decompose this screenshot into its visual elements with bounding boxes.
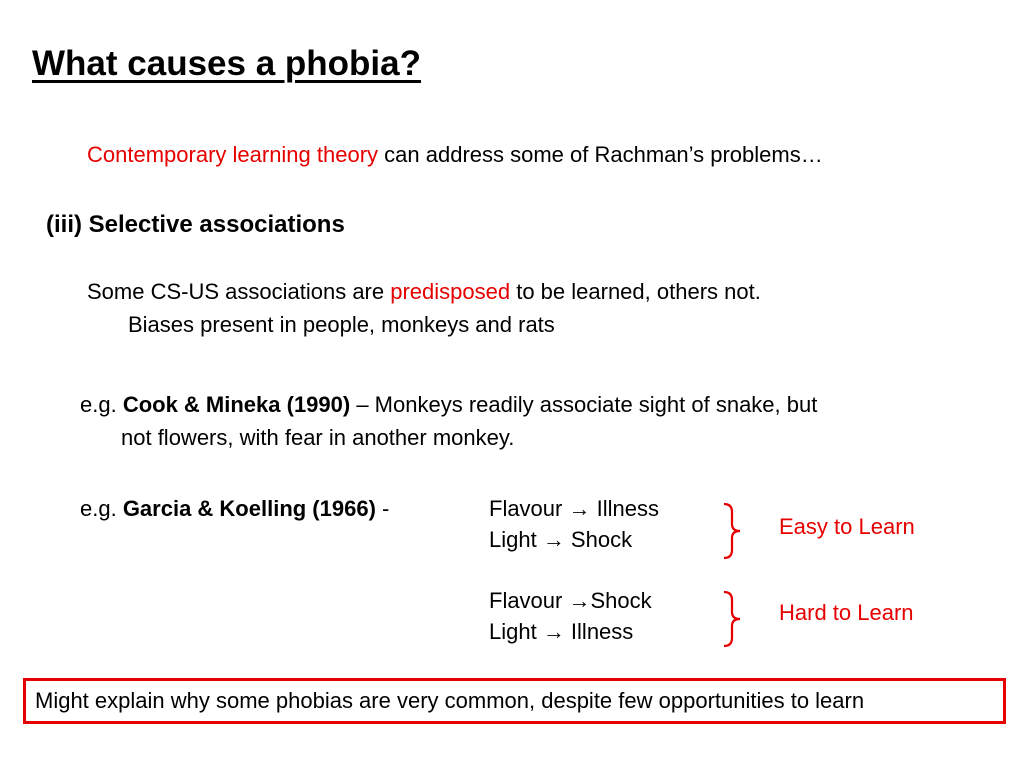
easy-pairing-1: Flavour → Illness <box>489 496 659 521</box>
point1-highlight: predisposed <box>390 279 511 304</box>
example2-suffix: - <box>375 496 390 521</box>
example1-citation: Cook & Mineka (1990) <box>122 392 351 417</box>
hard-pairing-2: Light → Illness <box>489 619 634 644</box>
example2-citation: Garcia & Koelling (1966) <box>122 496 376 521</box>
hard-pairing-1: Flavour →Shock <box>489 588 652 613</box>
point1-pre: Some CS-US associations are <box>87 279 391 304</box>
example1-line1 <box>80 390 817 420</box>
hard-brace-icon <box>718 590 748 648</box>
intro-highlight: Contemporary learning theory <box>87 142 379 167</box>
example2-prefix: e.g. <box>80 496 123 521</box>
point1-line1 <box>87 277 761 307</box>
example2-line <box>80 494 389 524</box>
conclusion-callout: Might explain why some phobias are very common, despite few opportunities to learn <box>23 678 1006 724</box>
easy-label: Easy to Learn <box>779 514 915 539</box>
easy-pairing-2: Light → Shock <box>489 527 633 552</box>
hard-label: Hard to Learn <box>779 600 914 625</box>
example1-line2: not flowers, with fear in another monkey. <box>121 425 515 450</box>
easy-brace-icon <box>718 502 748 560</box>
example1-prefix: e.g. <box>80 392 123 417</box>
section-heading: (iii) Selective associations <box>46 211 345 238</box>
intro-rest: can address some of Rachman’s problems… <box>378 142 823 167</box>
point1-post: to be learned, others not. <box>510 279 761 304</box>
point1-line2: Biases present in people, monkeys and rats <box>128 312 555 337</box>
page-title: What causes a phobia? <box>32 44 421 83</box>
intro-line <box>87 140 823 170</box>
example1-text: – Monkeys readily associate sight of snake, but <box>350 392 818 417</box>
